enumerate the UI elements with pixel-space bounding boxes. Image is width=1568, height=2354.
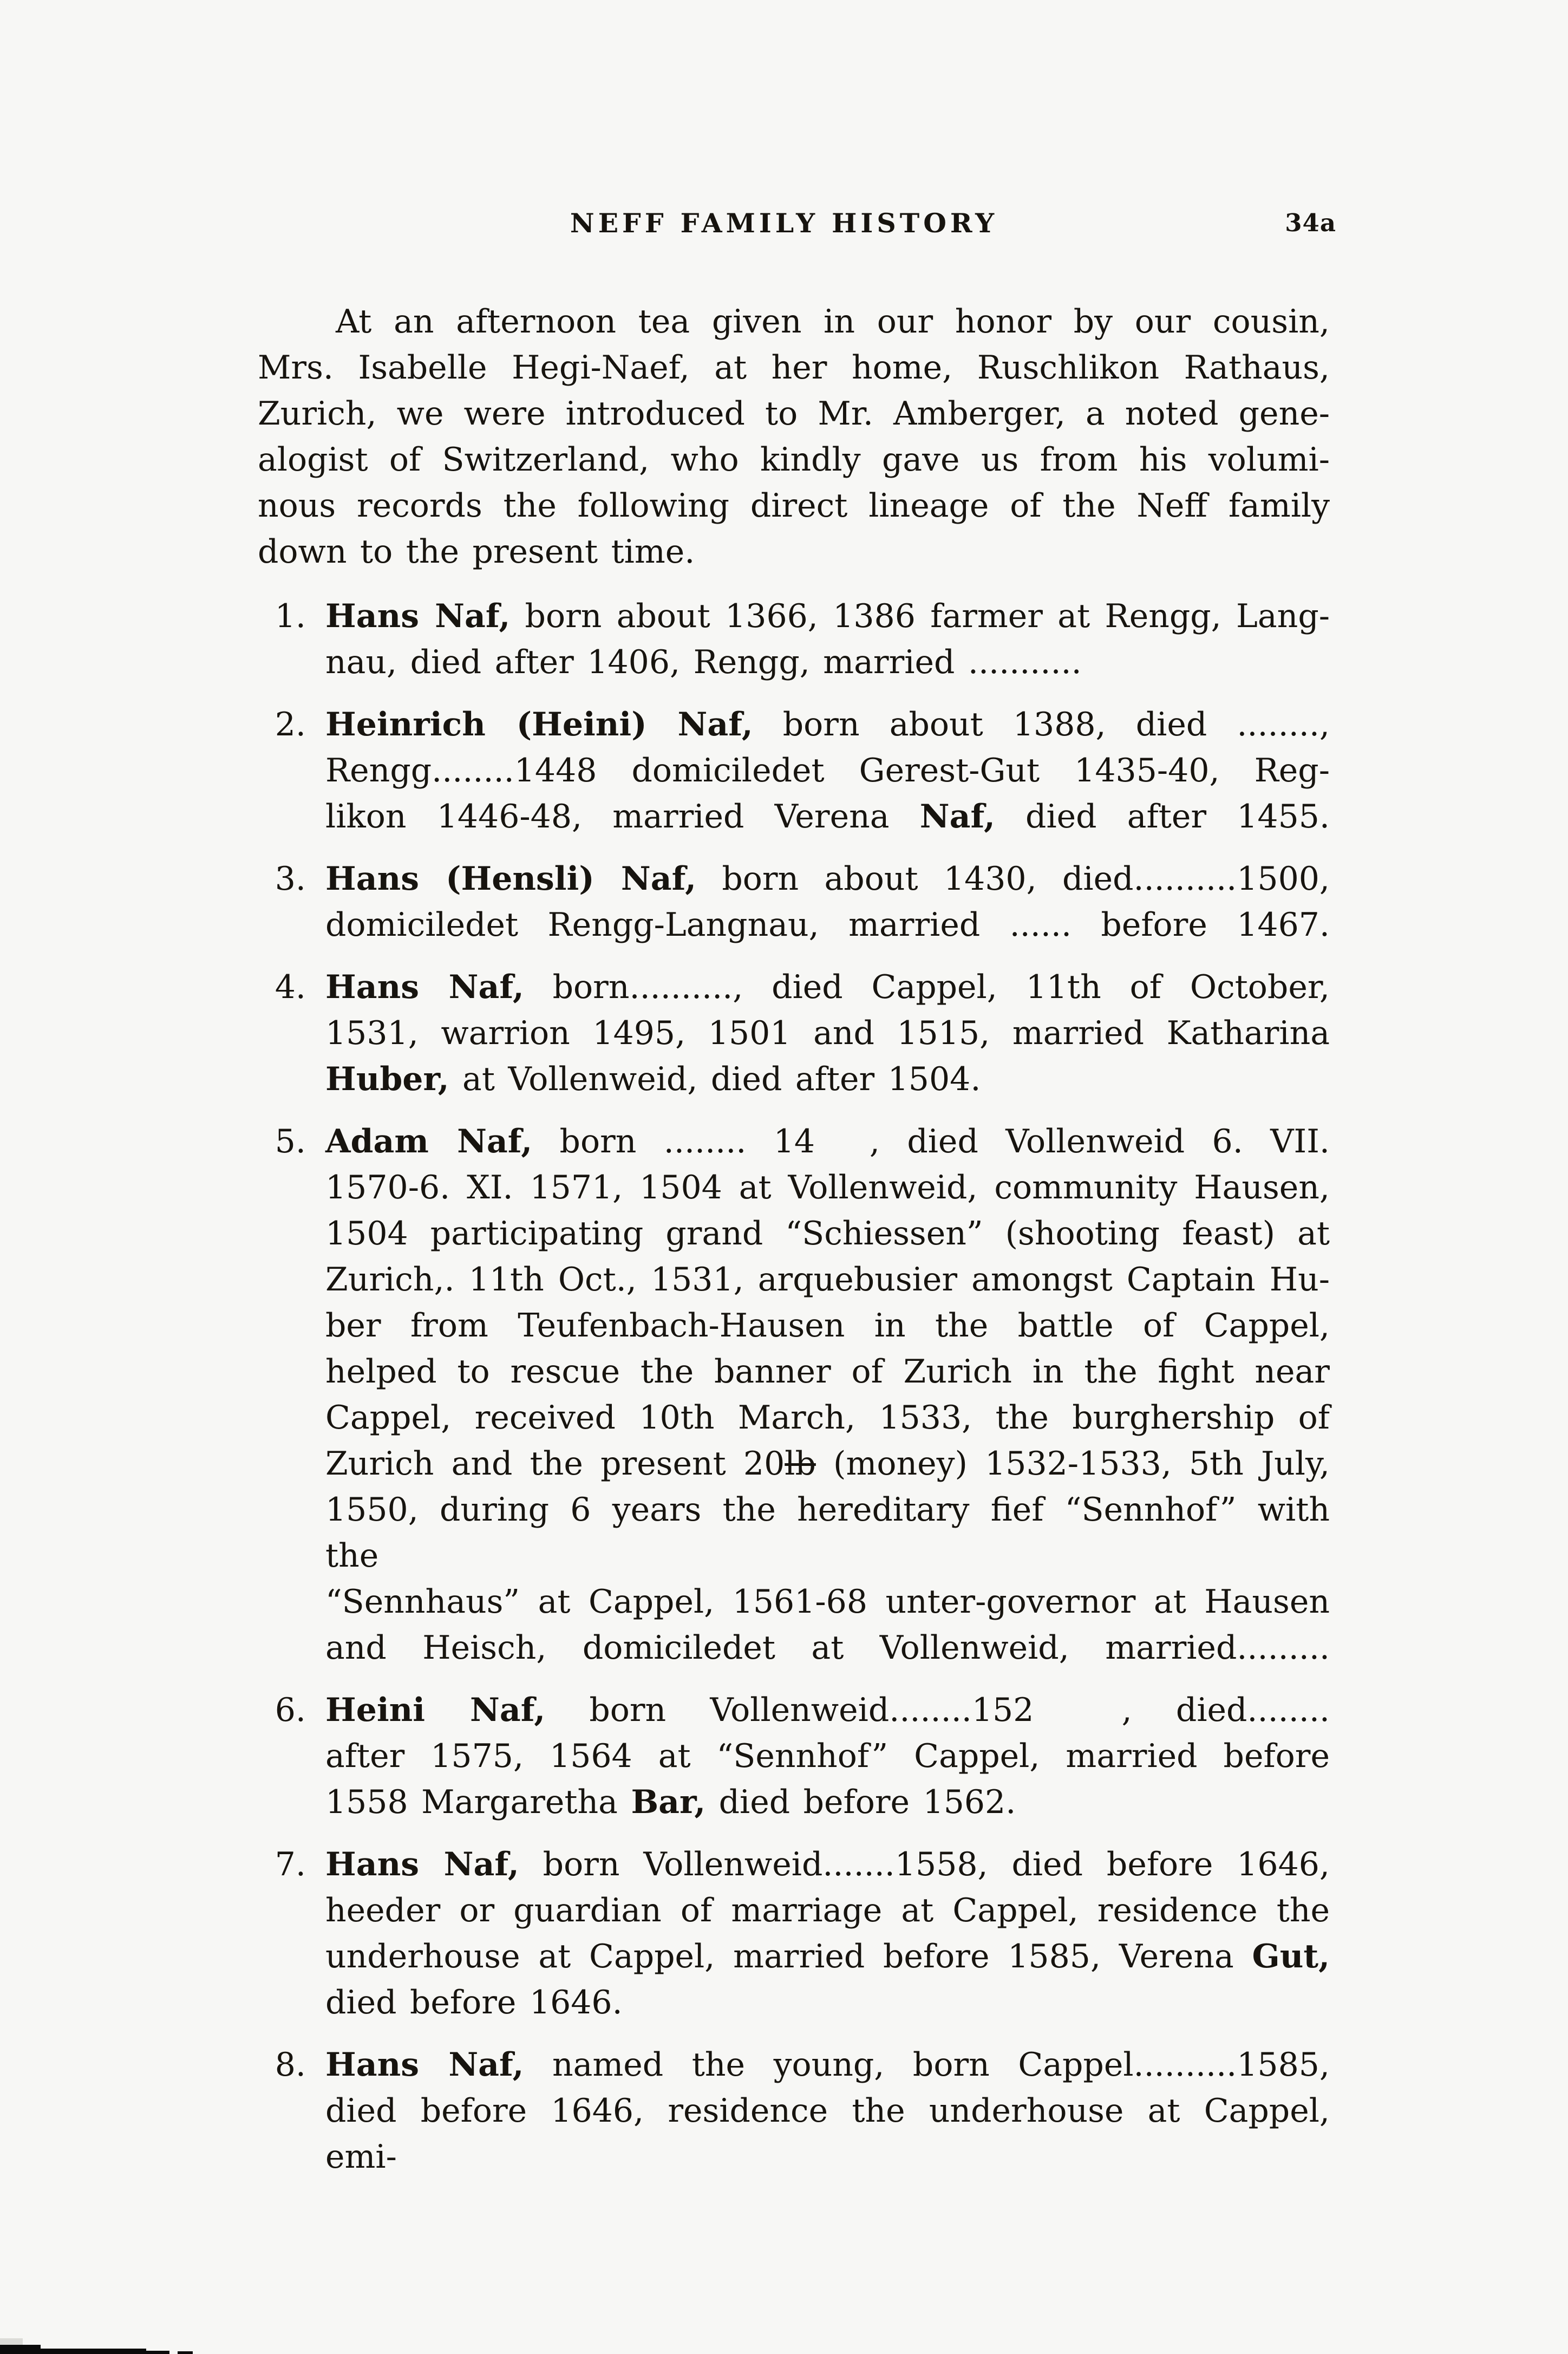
entry-text	[325, 594, 1330, 686]
text-line	[325, 748, 1330, 794]
lineage-entry	[258, 964, 1330, 1103]
text-segment: born about 1430, died..........1500,	[696, 860, 1330, 898]
text-segment: died before 1646, residence the underhouse at Cappel, emi-	[325, 2092, 1330, 2176]
text-segment: At an afternoon tea given in our honor by our cousin,	[336, 303, 1330, 341]
text-line	[258, 483, 1330, 529]
lineage-entry	[258, 1842, 1330, 2026]
text-segment: 1504 participating grand “Schiessen” (shooting feast) at	[325, 1215, 1330, 1253]
text-line	[258, 299, 1330, 345]
entry-text	[325, 2042, 1330, 2180]
entry-text	[325, 856, 1330, 948]
text-segment: born Vollenweid........152 , died........	[545, 1691, 1330, 1729]
entry-text	[325, 1119, 1330, 1671]
text-segment: “Sennhaus” at Cappel, 1561-68 unter-governor at Hausen	[325, 1583, 1330, 1621]
page-title: NEFF FAMILY HISTORY	[570, 207, 998, 239]
page-content	[258, 299, 1330, 2180]
text-line	[325, 1349, 1330, 1395]
text-line	[325, 1934, 1330, 1980]
text-segment: Huber,	[325, 1060, 449, 1098]
text-line	[325, 1010, 1330, 1057]
lineage-entry	[258, 856, 1330, 948]
text-line	[325, 902, 1330, 948]
text-segment: 1558 Margaretha	[325, 1783, 631, 1821]
text-segment: Zurich and the present 20	[325, 1445, 785, 1483]
text-segment: after 1575, 1564 at “Sennhof” Cappel, married before	[325, 1737, 1330, 1775]
text-segment: at Vollenweid, died after 1504.	[449, 1060, 981, 1098]
text-line	[325, 1303, 1330, 1349]
text-segment: Hans Naf,	[325, 968, 524, 1006]
entry-text	[325, 1842, 1330, 2026]
text-segment: died before 1646.	[325, 1984, 623, 2022]
text-segment: down to the present time.	[258, 533, 695, 571]
text-segment: Naf,	[919, 798, 995, 836]
text-segment: died before 1562.	[705, 1783, 1016, 1821]
text-line	[325, 856, 1330, 902]
entry-number: 2.	[275, 706, 306, 744]
text-line	[325, 1487, 1330, 1579]
text-line	[325, 1257, 1330, 1303]
entry-number: 1.	[275, 597, 306, 635]
text-segment: Adam Naf,	[325, 1123, 533, 1160]
text-segment: underhouse at Cappel, married before 1585, Verena	[325, 1938, 1252, 1975]
text-line	[325, 2042, 1330, 2088]
text-segment: Zurich, we were introduced to Mr. Amberger, a noted gene-	[258, 395, 1330, 433]
lineage-entry	[258, 1119, 1330, 1671]
text-segment: likon 1446-48, married Verena	[325, 798, 920, 836]
entry-number: 3.	[275, 860, 306, 898]
text-segment: alogist of Switzerland, who kindly gave us from his volumi-	[258, 441, 1330, 479]
text-segment: and Heisch, domiciledet at Vollenweid, married.........	[325, 1629, 1330, 1667]
text-segment: ber from Teufenbach-Hausen in the battle of Cappel,	[325, 1307, 1330, 1345]
entry-number: 5.	[275, 1123, 306, 1160]
text-segment: Rengg........1448 domiciledet Gerest-Gut 1435-40, Reg-	[325, 752, 1330, 790]
text-segment: died after 1455.	[995, 798, 1330, 836]
entry-number: 4.	[275, 968, 306, 1006]
lineage-entry	[258, 1687, 1330, 1825]
text-line	[258, 345, 1330, 391]
text-segment: Gut,	[1252, 1938, 1330, 1975]
text-line	[325, 1687, 1330, 1733]
text-segment: born ........ 14 , died Vollenweid 6. VII.	[532, 1123, 1330, 1160]
lineage-entry	[258, 594, 1330, 686]
text-line	[325, 794, 1330, 840]
text-line	[325, 1057, 1330, 1103]
lineage-list	[258, 594, 1330, 2180]
text-line	[325, 1733, 1330, 1779]
text-segment: Zurich,. 11th Oct., 1531, arquebusier amongst Captain Hu-	[325, 1261, 1330, 1299]
text-segment: heeder or guardian of marriage at Cappel, residence the	[325, 1892, 1330, 1929]
text-segment: born.........., died Cappel, 11th of October,	[524, 968, 1330, 1006]
text-segment: Heinrich (Heini) Naf,	[325, 706, 753, 744]
text-segment: Hans (Hensli) Naf,	[325, 860, 696, 898]
text-line	[325, 702, 1330, 748]
text-segment: nau, died after 1406, Rengg, married ...........	[325, 643, 1082, 681]
text-segment: Mrs. Isabelle Hegi-Naef, at her home, Ruschlikon Rathaus,	[258, 349, 1330, 387]
text-segment: born Vollenweid.......1558, died before 1646,	[519, 1846, 1330, 1883]
text-line	[325, 1441, 1330, 1487]
text-line	[258, 529, 1330, 575]
text-segment: domiciledet Rengg-Langnau, married ...... before 1467.	[325, 906, 1330, 944]
text-line	[325, 1625, 1330, 1671]
text-segment: (money) 1532-1533, 5th July,	[815, 1445, 1330, 1483]
lineage-entry	[258, 702, 1330, 840]
text-line	[325, 2088, 1330, 2180]
text-line	[325, 1888, 1330, 1934]
lineage-entry	[258, 2042, 1330, 2180]
text-segment: 1550, during 6 years the hereditary fief “Sennhof” with the	[325, 1491, 1330, 1575]
intro-paragraph	[258, 299, 1330, 575]
text-segment: Hans Naf,	[325, 597, 511, 635]
text-line	[325, 640, 1330, 686]
text-segment: born about 1388, died ........,	[753, 706, 1330, 744]
text-segment: nous records the following direct lineage of the Neff family	[258, 487, 1330, 525]
text-segment: Hans Naf,	[325, 2046, 524, 2084]
text-line	[325, 1779, 1330, 1825]
text-line	[325, 1119, 1330, 1165]
text-line	[258, 391, 1330, 437]
text-line	[258, 437, 1330, 483]
text-line	[325, 1395, 1330, 1441]
text-segment: named the young, born Cappel..........1585,	[524, 2046, 1330, 2084]
text-line	[325, 1165, 1330, 1211]
text-line	[325, 964, 1330, 1010]
entry-number: 6.	[275, 1691, 306, 1729]
page-header	[0, 207, 1568, 242]
entry-number: 7.	[275, 1846, 306, 1883]
text-segment: 1531, warrion 1495, 1501 and 1515, married Katharina	[325, 1014, 1330, 1052]
entry-text	[325, 702, 1330, 840]
text-segment: 1570-6. XI. 1571, 1504 at Vollenweid, community Hausen,	[325, 1169, 1330, 1207]
entry-text	[325, 964, 1330, 1103]
text-line	[325, 1842, 1330, 1888]
text-segment: born about 1366, 1386 farmer at Rengg, Lang-	[510, 597, 1330, 635]
text-line	[325, 1579, 1330, 1625]
entry-number: 8.	[275, 2046, 306, 2084]
text-segment: Cappel, received 10th March, 1533, the burghership of	[325, 1399, 1330, 1437]
text-line	[325, 1211, 1330, 1257]
text-segment: Heini Naf,	[325, 1691, 546, 1729]
page-number: 34a	[1285, 208, 1336, 237]
text-segment: helped to rescue the banner of Zurich in the fight near	[325, 1353, 1330, 1391]
text-segment: Hans Naf,	[325, 1846, 519, 1883]
text-segment: lb	[785, 1445, 816, 1483]
text-line	[325, 1980, 1330, 2026]
entry-text	[325, 1687, 1330, 1825]
text-line	[325, 594, 1330, 640]
text-segment: Bar,	[631, 1783, 706, 1821]
